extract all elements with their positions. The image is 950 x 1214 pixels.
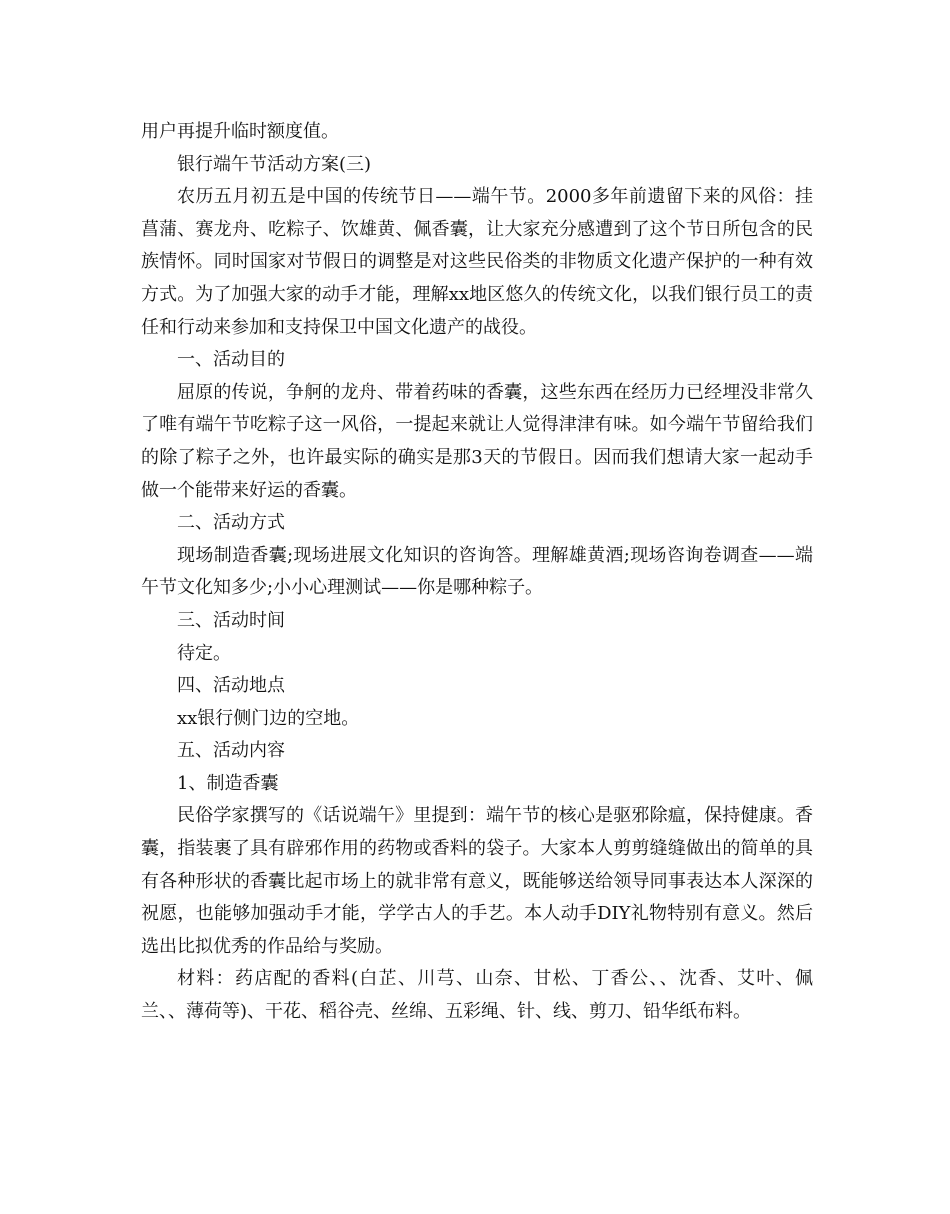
- paragraph-location: xx银行侧门边的空地。: [177, 707, 360, 729]
- heading-time: 三、活动时间: [177, 609, 285, 631]
- paragraph-intro: 农历五月初五是中国的传统节日——端午节。2000多年前遗留下来的风俗：挂菖蒲、赛龙舟、吃粽子、饮雄黄、佩香囊，让大家充分感遭到了这个节日所包含的民族情怀。同时国家对节假日的调整是对这些民俗类的非物质文化遗产保护的一种有效方式。为了加强大家的动手才能，理解xx地区悠久的传统文化，以我们银行员工的责任和行动来参加和支持保卫中国文化遗产的战役。: [141, 186, 813, 338]
- paragraph-sachet: 民俗学家撰写的《话说端午》里提到：端午节的核心是驱邪除瘟，保持健康。香囊，指装裹了具有辟邪作用的药物或香料的袋子。大家本人剪剪缝缝做出的简单的具有各种形状的香囊比起市场上的就非常有意义，既能够送给领导同事表达本人深深的祝愿，也能够加强动手才能，学学古人的手艺。本人动手DIY礼物特别有意义。然后选出比拟优秀的作品给与奖励。: [141, 805, 813, 957]
- section-title: 银行端午节活动方案(三): [177, 153, 372, 175]
- heading-method: 二、活动方式: [177, 512, 285, 534]
- heading-location: 四、活动地点: [177, 675, 285, 697]
- document-body: [141, 116, 813, 1029]
- paragraph-method: 现场制造香囊;现场进展文化知识的咨询答。理解雄黄酒;现场咨询卷调查——端午节文化知多少;小小心理测试——你是哪种粽子。: [141, 544, 813, 599]
- paragraph-time: 待定。: [177, 642, 231, 664]
- paragraph-continuation: 用户再提升临时额度值。: [141, 121, 339, 142]
- paragraph-materials: 材料：药店配的香料(白芷、川芎、山奈、甘松、丁香公、、沈香、艾叶、佩兰、、薄荷等)、干花、稻谷壳、丝绵、五彩绳、针、线、剪刀、铅华纸布料。: [141, 968, 813, 1023]
- heading-content: 五、活动内容: [177, 740, 285, 762]
- paragraph-purpose: 屈原的传说，争舸的龙舟、带着药味的香囊，这些东西在经历力已经埋没非常久了唯有端午节吃粽子这一风俗，一提起来就让人觉得津津有味。如今端午节留给我们的除了粽子之外，也许最实际的确实是那3天的节假日。因而我们想请大家一起动手做一个能带来好运的香囊。: [141, 381, 813, 501]
- heading-purpose: 一、活动目的: [177, 349, 285, 371]
- subheading-sachet: 1、制造香囊: [177, 772, 279, 794]
